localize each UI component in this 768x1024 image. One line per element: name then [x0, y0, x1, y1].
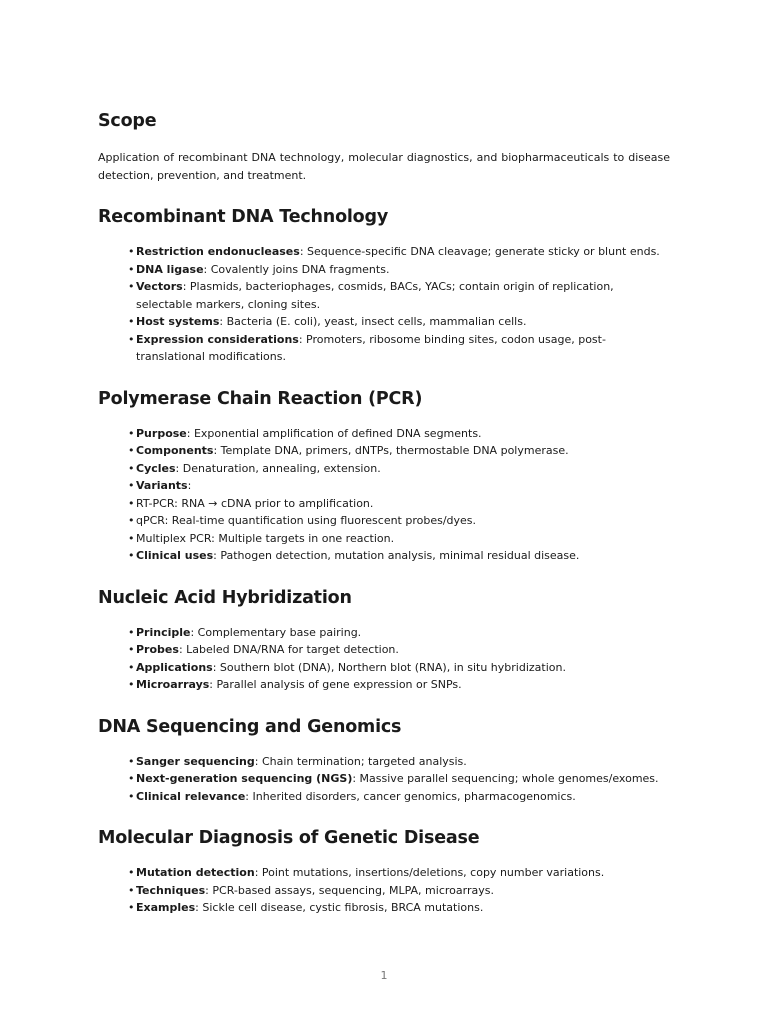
list-item	[128, 512, 670, 530]
section-scope	[98, 108, 670, 184]
list-item	[128, 641, 670, 659]
list-item	[128, 425, 670, 443]
section-paragraph: Application of recombinant DNA technology, molecular diagnostics, and biopharmaceuticals to disease detection, prevention, and treatment.	[98, 151, 670, 182]
list-item	[128, 624, 670, 642]
section-heading: Nucleic Acid Hybridization	[98, 587, 352, 608]
item-term: Next-generation sequencing (NGS)	[136, 772, 353, 785]
list-item	[128, 770, 670, 788]
document-page	[98, 108, 670, 937]
item-text: : Southern blot (DNA), Northern blot (RNA), in situ hybridization.	[212, 660, 566, 674]
item-text: : Chain termination; targeted analysis.	[254, 754, 467, 768]
section-recombinant-dna	[98, 204, 670, 366]
item-text: : Parallel analysis of gene expression or SNPs.	[209, 678, 462, 691]
list-item	[128, 477, 670, 495]
item-term: Vectors	[136, 280, 183, 293]
item-text: RT-PCR: RNA → cDNA prior to amplification.	[136, 496, 374, 510]
list-item	[128, 530, 670, 548]
list-item	[128, 278, 670, 313]
list-item	[128, 899, 670, 917]
list-item	[128, 659, 670, 677]
item-text: : Sequence-specific DNA cleavage; generate sticky or blunt ends.	[299, 245, 660, 258]
page-number: 1	[380, 969, 388, 982]
item-term: Clinical uses	[136, 549, 214, 562]
item-term: Restriction endonucleases	[136, 245, 300, 258]
section-heading: Scope	[98, 111, 157, 131]
section-heading: Molecular Diagnosis of Genetic Disease	[98, 828, 480, 848]
item-term: DNA ligase	[136, 262, 204, 276]
item-term: Examples	[136, 901, 196, 914]
list-item	[128, 753, 670, 771]
bullet-list	[98, 243, 670, 366]
item-text: : Labeled DNA/RNA for target detection.	[178, 643, 399, 656]
section-heading: Polymerase Chain Reaction (PCR)	[98, 388, 423, 409]
list-item	[128, 495, 670, 513]
item-text: qPCR: Real-time quantification using fluorescent probes/dyes.	[136, 514, 477, 527]
item-text: : PCR-based assays, sequencing, MLPA, microarrays.	[205, 883, 494, 897]
section-sequencing	[98, 714, 670, 806]
item-term: Probes	[136, 643, 179, 656]
section-hybridization	[98, 585, 670, 694]
list-item	[128, 676, 670, 694]
item-term: Components	[136, 444, 214, 457]
list-item	[128, 313, 670, 331]
list-item	[128, 243, 670, 261]
item-term: Techniques	[136, 883, 206, 897]
section-heading: DNA Sequencing and Genomics	[98, 716, 402, 737]
list-item	[128, 788, 670, 806]
item-term: Expression considerations	[136, 332, 299, 346]
item-term: Microarrays	[136, 678, 210, 691]
item-text: : Bacteria (E. coli), yeast, insect cells, mammalian cells.	[219, 315, 527, 328]
bullet-list	[98, 753, 670, 806]
list-item	[128, 460, 670, 478]
item-term: Mutation detection	[136, 866, 255, 879]
item-text: : Covalently joins DNA fragments.	[203, 262, 390, 276]
item-text: : Promoters, ribosome binding sites, codon usage, post-translational modifications.	[136, 332, 606, 363]
item-term: Cycles	[136, 461, 176, 475]
bullet-list	[98, 425, 670, 565]
list-item	[128, 547, 670, 565]
bullet-list	[98, 624, 670, 694]
list-item	[128, 864, 670, 882]
section-heading: Recombinant DNA Technology	[98, 207, 389, 227]
bullet-list	[98, 864, 670, 917]
section-molecular-diagnosis	[98, 825, 670, 917]
item-text: : Denaturation, annealing, extension.	[175, 461, 381, 475]
item-term: Clinical relevance	[136, 789, 246, 803]
item-term: Purpose	[136, 426, 187, 440]
list-item	[128, 442, 670, 460]
item-term: Applications	[136, 660, 213, 674]
item-text: : Plasmids, bacteriophages, cosmids, BACs, YACs; contain origin of replication, selectable markers, cloning sites.	[136, 280, 614, 311]
item-text: : Exponential amplification of defined DNA segments.	[186, 426, 482, 440]
item-term: Principle	[136, 625, 191, 639]
section-pcr	[98, 386, 670, 565]
item-text: : Template DNA, primers, dNTPs, thermostable DNA polymerase.	[213, 444, 569, 457]
item-text: : Complementary base pairing.	[190, 625, 362, 639]
list-item	[128, 261, 670, 279]
item-term: Host systems	[136, 315, 220, 328]
item-term: Variants	[136, 479, 188, 492]
list-item	[128, 331, 670, 366]
item-text: : Point mutations, insertions/deletions, copy number variations.	[254, 866, 605, 879]
item-text: : Pathogen detection, mutation analysis, minimal residual disease.	[213, 549, 580, 562]
item-text: : Inherited disorders, cancer genomics, pharmacogenomics.	[245, 789, 576, 803]
item-text: Multiplex PCR: Multiple targets in one reaction.	[136, 531, 395, 545]
item-text: : Massive parallel sequencing; whole genomes/exomes.	[352, 772, 659, 785]
item-text: :	[187, 479, 192, 492]
item-term: Sanger sequencing	[136, 754, 255, 768]
list-item	[128, 882, 670, 900]
item-text: : Sickle cell disease, cystic fibrosis, BRCA mutations.	[195, 901, 484, 914]
